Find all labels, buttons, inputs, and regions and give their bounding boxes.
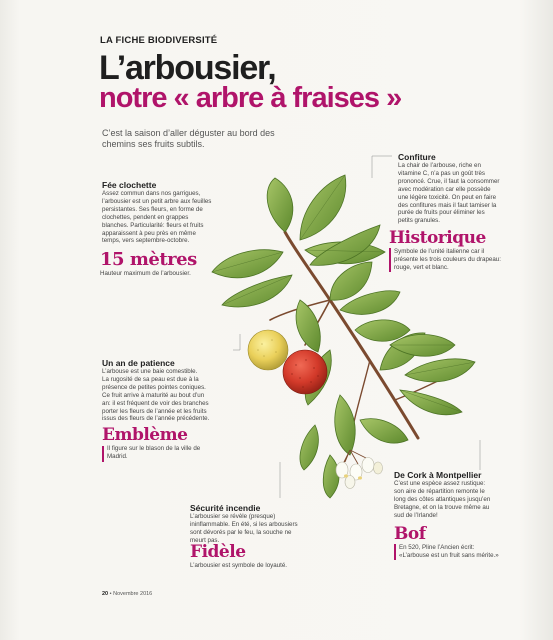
text-line: Madrid.	[107, 452, 128, 460]
block-bof	[394, 525, 512, 560]
heading-confiture: Confiture	[398, 152, 436, 162]
text-line: Assez commun dans nos garrigues,	[102, 190, 201, 197]
accent-bar	[394, 544, 396, 560]
text-line: «L’arbouse est un fruit sans mérite.»	[399, 551, 499, 559]
text-confiture	[398, 162, 526, 225]
block-embleme	[102, 426, 237, 461]
text-line: purée de fruits pour éliminer les	[398, 209, 485, 217]
accent-bar	[102, 446, 104, 462]
big-15-metres: 15 mètres	[100, 249, 197, 270]
text-line: temps, vers septembre-octobre.	[102, 237, 190, 245]
text-line: Ce fruit arrive à maturité au bout d’un	[102, 391, 205, 399]
text-line: blanches. Particularité: fleurs et fruits	[102, 221, 204, 229]
text-line: persistantes. Ses fleurs, en forme de	[102, 205, 203, 213]
text-line: La rugosité de sa peau est due à la	[102, 375, 199, 383]
text-line: présente les trois couleurs du drapeau:	[394, 255, 501, 263]
big-bof: Bof	[394, 524, 426, 544]
text-line: Il figure sur le blason de la ville de	[107, 445, 201, 452]
text-embleme	[102, 445, 237, 461]
block-historique	[389, 229, 529, 272]
text-un-an	[102, 368, 234, 423]
text-line: C’est une espèce assez rustique:	[394, 480, 486, 487]
block-securite-incendie	[190, 503, 310, 545]
text-bof	[394, 544, 512, 560]
block-fee-clochette	[102, 180, 227, 245]
page-subtitle: notre « arbre à fraises »	[99, 82, 402, 114]
text-line: L’arbouse est une baie comestible.	[102, 368, 198, 375]
section-kicker: LA FICHE BIODIVERSITÉ	[100, 35, 218, 46]
text-line: avec modération car elle possède	[398, 185, 491, 193]
page-number: 20	[102, 591, 109, 597]
page-footer	[102, 591, 152, 597]
text-historique	[389, 248, 529, 272]
text-line: ininflammable. En été, si les arbousiers	[190, 520, 298, 528]
text-line: rouge, vert et blanc.	[394, 263, 449, 271]
big-historique: Historique	[389, 228, 486, 248]
block-de-cork-a-montpellier	[394, 470, 512, 520]
text-line: vitamine C, n’a pas un goût très	[398, 169, 486, 177]
text-line: Bretagne, et on la trouve même au	[394, 503, 490, 511]
block-fidele	[190, 543, 315, 570]
block-un-an-de-patience	[102, 358, 234, 423]
text-line: une légère toxicité. On peut en faire	[398, 193, 497, 201]
intro-text: C’est la saison d’aller déguster au bord des chemins ses fruits subtils.	[102, 128, 275, 149]
red-fruit	[283, 350, 327, 394]
heading-securite: Sécurité incendie	[190, 503, 261, 513]
text-fidele: L’arbousier est symbole de loyauté.	[190, 562, 287, 569]
text-line: apparaissent à peu près en même	[102, 229, 196, 237]
text-line: clochettes, pendent en grappes	[102, 213, 189, 221]
heading-fee-clochette: Fée clochette	[102, 180, 157, 190]
text-line: issus des fleurs de l’année précédente.	[102, 415, 210, 423]
page-title: L’arbousier,	[99, 49, 276, 87]
flower-cluster	[336, 450, 383, 489]
big-embleme: Emblème	[102, 425, 188, 445]
text-15-metres: Hauteur maximum de l’arbousier.	[100, 270, 191, 277]
block-15-metres	[100, 250, 240, 278]
text-fee-clochette	[102, 190, 227, 245]
text-line: L’arbousier se révèle (presque)	[190, 513, 276, 520]
block-confiture	[398, 152, 526, 225]
text-line: an: il est fréquent de voir des branches	[102, 399, 209, 407]
text-securite	[190, 513, 310, 545]
text-line: meurt pas.	[190, 536, 220, 544]
text-line: l’arbousier est un petit arbre aux feuilles	[102, 197, 212, 205]
text-line: Symbole de l’unité italienne car il	[394, 248, 485, 255]
accent-bar	[389, 248, 391, 272]
text-line: petits granules.	[398, 217, 440, 225]
text-line: porter les fleurs de l’année et les fruits	[102, 407, 207, 415]
text-line: prononcé. Crue, il faut la consommer	[398, 177, 500, 185]
big-fidele: Fidèle	[190, 542, 246, 562]
text-cork	[394, 480, 512, 520]
text-line: sud de l’Irlande!	[394, 511, 438, 519]
yellow-fruit	[248, 330, 288, 370]
heading-un-an: Un an de patience	[102, 358, 175, 368]
text-line: présence de petites pointes coniques.	[102, 383, 206, 391]
text-line: En 520, Pline l’Ancien écrit:	[399, 544, 475, 551]
text-line: long des côtes atlantiques jusqu’en	[394, 495, 491, 503]
issue-date: • Novembre 2016	[109, 591, 153, 597]
heading-cork: De Cork à Montpellier	[394, 470, 482, 480]
text-line: des confitures mais il faut tamiser la	[398, 201, 497, 209]
text-line: La chair de l’arbouse, riche en	[398, 162, 481, 169]
text-line: sont dévorés par le feu, la souche ne	[190, 528, 292, 536]
text-line: son aire de répartition remonte le	[394, 487, 485, 495]
